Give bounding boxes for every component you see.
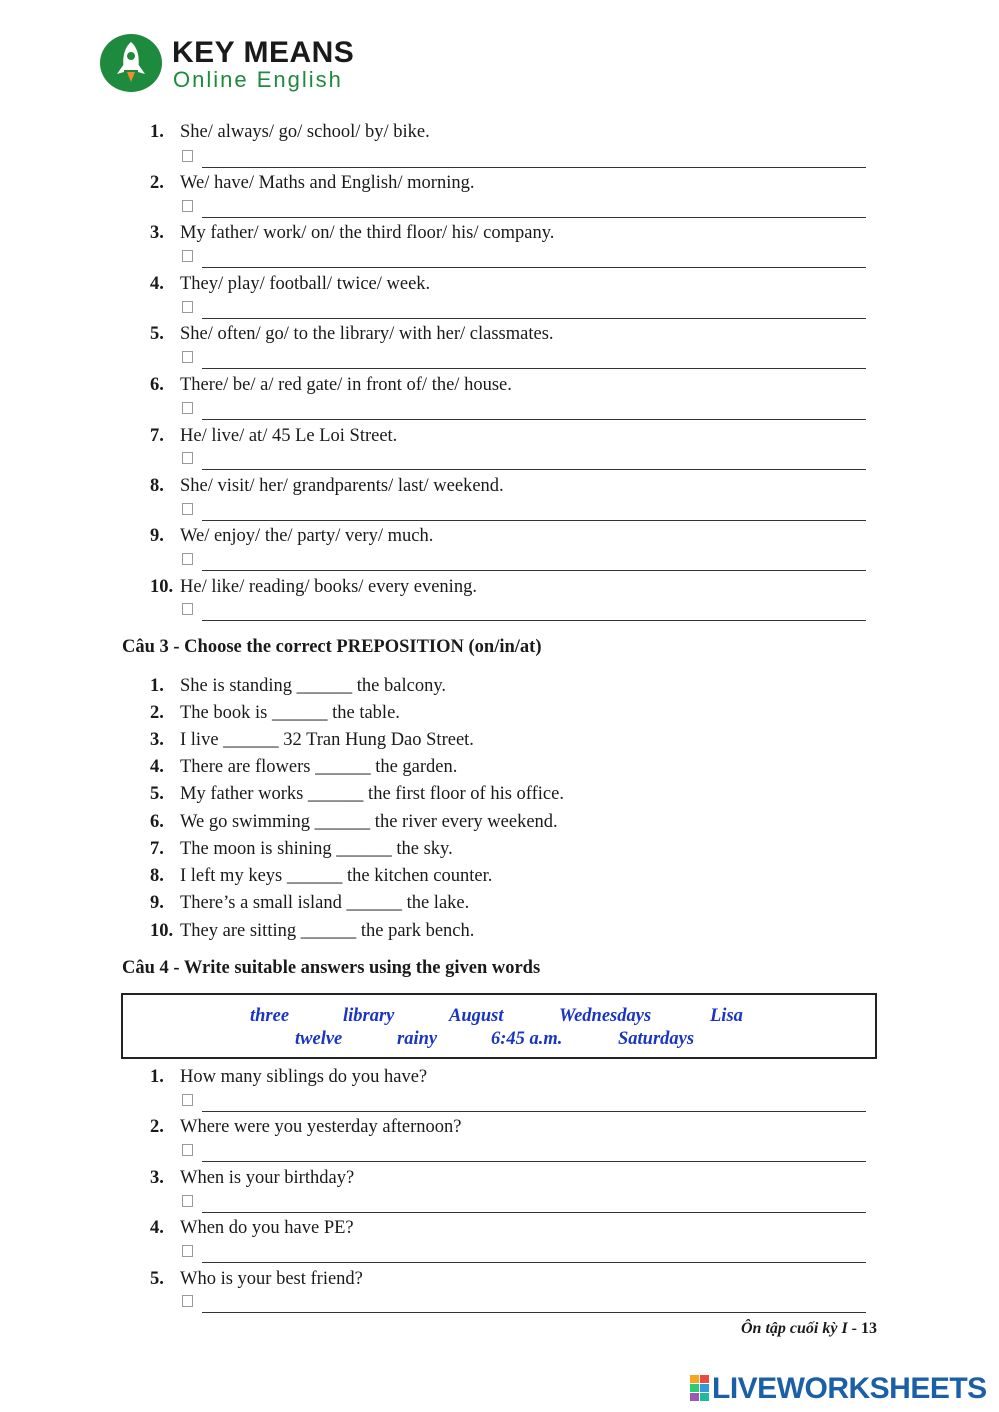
question-item — [150, 425, 397, 447]
answer-field[interactable] — [182, 1090, 866, 1112]
answer-field[interactable] — [182, 1191, 866, 1213]
checkbox-icon — [182, 200, 193, 212]
item-number: 5. — [150, 784, 164, 804]
item-number: 8. — [150, 476, 164, 496]
item-text: She/ often/ go/ to the library/ with her/ classmates. — [180, 324, 554, 344]
item-number: 10. — [150, 577, 174, 597]
checkbox-icon — [182, 301, 193, 313]
logo — [100, 34, 400, 94]
item-text: My father works ______ the first floor of his office. — [180, 784, 564, 804]
item-number: 3. — [150, 223, 164, 243]
answer-line — [202, 419, 866, 420]
rocket-logo-icon — [100, 34, 162, 92]
preposition-item — [150, 729, 474, 751]
preposition-item — [150, 838, 453, 860]
item-number: 2. — [150, 173, 164, 193]
item-text: There/ be/ a/ red gate/ in front of/ the/ house. — [180, 375, 512, 395]
question-item — [150, 323, 554, 345]
checkbox-icon — [182, 150, 193, 162]
answer-field[interactable] — [182, 246, 866, 268]
item-number: 1. — [150, 122, 164, 142]
item-text: We/ have/ Maths and English/ morning. — [180, 173, 475, 193]
item-number: 9. — [150, 893, 164, 913]
item-number: 4. — [150, 274, 164, 294]
section-4-heading: Câu 4 - Write suitable answers using the given words — [122, 958, 541, 978]
item-text: When is your birthday? — [180, 1168, 355, 1188]
answer-field[interactable] — [182, 1140, 866, 1162]
answer-line — [202, 368, 866, 369]
checkbox-icon — [182, 452, 193, 464]
answer-line — [202, 570, 866, 571]
word-bank-word: 6:45 a.m. — [491, 1029, 563, 1049]
item-text: They/ play/ football/ twice/ week. — [180, 274, 431, 294]
item-number: 7. — [150, 426, 164, 446]
checkbox-icon — [182, 250, 193, 262]
answer-line — [202, 1312, 866, 1313]
item-text: He/ like/ reading/ books/ every evening. — [180, 577, 477, 597]
answer-field[interactable] — [182, 398, 866, 420]
item-number: 3. — [150, 1168, 164, 1188]
item-text: I live ______ 32 Tran Hung Dao Street. — [180, 730, 474, 750]
liveworksheets-watermark — [690, 1372, 990, 1406]
item-number: 8. — [150, 866, 164, 886]
item-number: 6. — [150, 812, 164, 832]
question-item — [150, 475, 504, 497]
question-item — [150, 1167, 354, 1189]
checkbox-icon — [182, 1195, 193, 1207]
checkbox-icon — [182, 351, 193, 363]
item-text: He/ live/ at/ 45 Le Loi Street. — [180, 426, 398, 446]
question-item — [150, 172, 474, 194]
question-item — [150, 374, 512, 396]
answer-field[interactable] — [182, 1291, 866, 1313]
item-text: She is standing ______ the balcony. — [180, 676, 446, 696]
answer-line — [202, 217, 866, 218]
word-bank-word: twelve — [295, 1029, 343, 1049]
checkbox-icon — [182, 1245, 193, 1257]
preposition-item — [150, 702, 400, 724]
item-text: I left my keys ______ the kitchen counter. — [180, 866, 493, 886]
checkbox-icon — [182, 503, 193, 515]
liveworksheets-logo-icon — [690, 1375, 710, 1401]
item-text: They are sitting ______ the park bench. — [180, 921, 475, 941]
item-number: 3. — [150, 730, 164, 750]
item-number: 9. — [150, 526, 164, 546]
word-bank-word: three — [250, 1006, 290, 1026]
question-item — [150, 222, 554, 244]
footer-label: Ôn tập cuối kỳ I — [741, 1320, 848, 1337]
item-number: 2. — [150, 703, 164, 723]
preposition-item — [150, 783, 564, 805]
item-text: She/ always/ go/ school/ by/ bike. — [180, 122, 430, 142]
word-bank-word: August — [449, 1006, 504, 1026]
item-number: 2. — [150, 1117, 164, 1137]
checkbox-icon — [182, 402, 193, 414]
item-number: 6. — [150, 375, 164, 395]
question-item — [150, 1116, 461, 1138]
item-text: We go swimming ______ the river every weekend. — [180, 812, 558, 832]
question-item — [150, 576, 477, 598]
word-bank-word: Wednesdays — [559, 1006, 652, 1026]
question-item — [150, 273, 430, 295]
word-bank-word: library — [343, 1006, 395, 1026]
item-text: We/ enjoy/ the/ party/ very/ much. — [180, 526, 434, 546]
answer-line — [202, 1111, 866, 1112]
item-number: 4. — [150, 1218, 164, 1238]
question-item — [150, 1066, 427, 1088]
item-text: Where were you yesterday afternoon? — [180, 1117, 462, 1137]
checkbox-icon — [182, 1094, 193, 1106]
answer-field[interactable] — [182, 297, 866, 319]
page-footer — [741, 1320, 877, 1338]
preposition-item — [150, 920, 474, 942]
preposition-item — [150, 811, 558, 833]
answer-field[interactable] — [182, 196, 866, 218]
question-item — [150, 121, 430, 143]
answer-field[interactable] — [182, 549, 866, 571]
answer-line — [202, 1262, 866, 1263]
item-text: There’s a small island ______ the lake. — [180, 893, 470, 913]
question-item — [150, 1268, 363, 1290]
answer-line — [202, 620, 866, 621]
logo-title: KEY MEANS — [172, 36, 355, 69]
footer-separator: - — [847, 1320, 861, 1337]
preposition-item — [150, 756, 457, 778]
answer-line — [202, 267, 866, 268]
item-text: The moon is shining ______ the sky. — [180, 839, 453, 859]
word-bank-word: Saturdays — [618, 1029, 695, 1049]
answer-field[interactable] — [182, 347, 866, 369]
item-text: There are flowers ______ the garden. — [180, 757, 458, 777]
liveworksheets-text: LIVEWORKSHEETS — [712, 1372, 987, 1405]
word-bank-word: rainy — [397, 1029, 438, 1049]
checkbox-icon — [182, 1144, 193, 1156]
item-number: 7. — [150, 839, 164, 859]
answer-line — [202, 520, 866, 521]
item-text: She/ visit/ her/ grandparents/ last/ weekend. — [180, 476, 504, 496]
preposition-item — [150, 892, 469, 914]
answer-line — [202, 1212, 866, 1213]
page-number: 13 — [861, 1320, 877, 1337]
answer-field[interactable] — [182, 599, 866, 621]
question-item — [150, 1217, 354, 1239]
question-item — [150, 525, 433, 547]
answer-field[interactable] — [182, 1241, 866, 1263]
item-text: Who is your best friend? — [180, 1269, 363, 1289]
answer-field[interactable] — [182, 499, 866, 521]
word-bank-box — [121, 993, 877, 1059]
answer-field[interactable] — [182, 146, 866, 168]
checkbox-icon — [182, 1295, 193, 1307]
item-number: 5. — [150, 324, 164, 344]
checkbox-icon — [182, 553, 193, 565]
word-bank-word: Lisa — [710, 1006, 743, 1026]
checkbox-icon — [182, 603, 193, 615]
answer-line — [202, 318, 866, 319]
item-text: How many siblings do you have? — [180, 1067, 428, 1087]
logo-subtitle: Online English — [173, 67, 343, 92]
answer-line — [202, 167, 866, 168]
section-3-heading: Câu 3 - Choose the correct PREPOSITION (on/in/at) — [122, 637, 542, 657]
preposition-item — [150, 675, 446, 697]
item-text: When do you have PE? — [180, 1218, 354, 1238]
answer-line — [202, 1161, 866, 1162]
item-number: 1. — [150, 1067, 164, 1087]
answer-field[interactable] — [182, 448, 866, 470]
item-number: 1. — [150, 676, 164, 696]
item-text: The book is ______ the table. — [180, 703, 400, 723]
item-text: My father/ work/ on/ the third floor/ his/ company. — [180, 223, 555, 243]
preposition-item — [150, 865, 492, 887]
answer-line — [202, 469, 866, 470]
item-number: 5. — [150, 1269, 164, 1289]
item-number: 4. — [150, 757, 164, 777]
item-number: 10. — [150, 921, 174, 941]
